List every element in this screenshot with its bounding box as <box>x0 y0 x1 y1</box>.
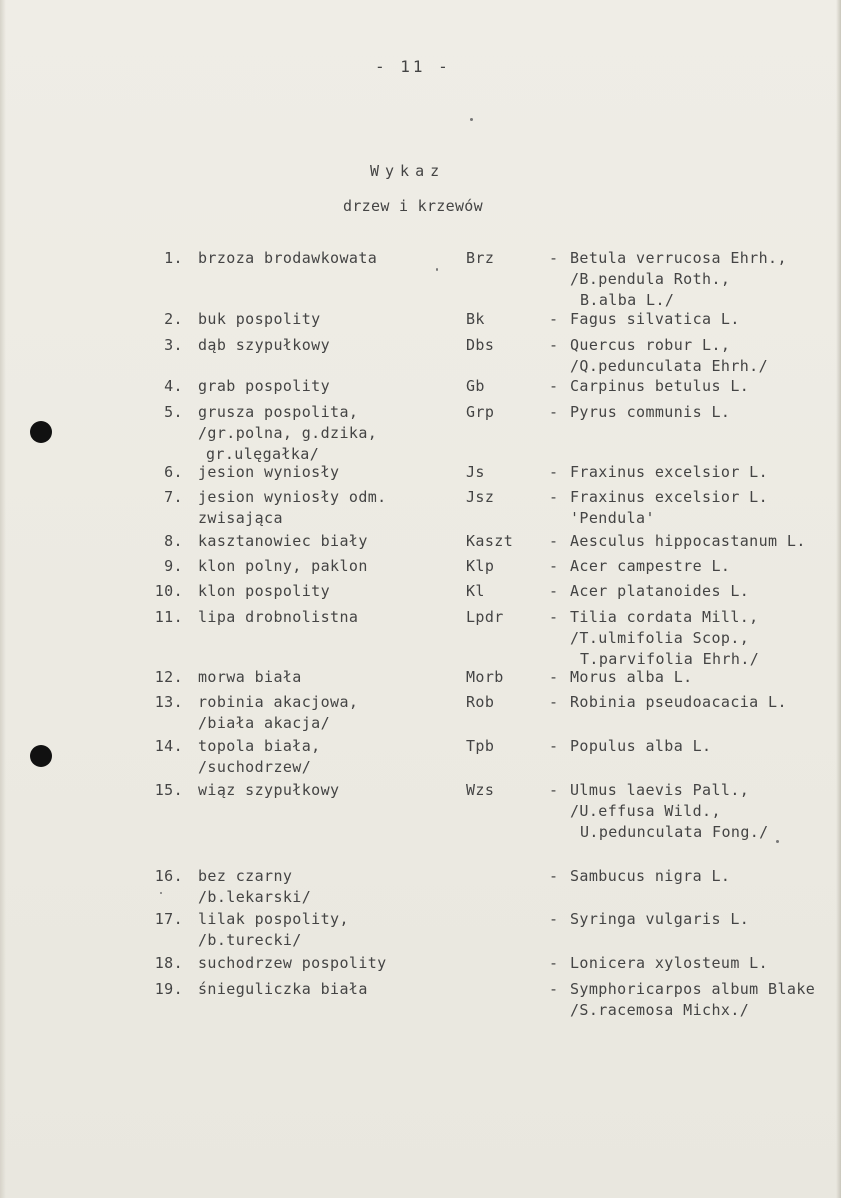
latin-name-line: Betula verrucosa Ehrh., <box>570 249 787 267</box>
ink-speck <box>776 840 779 843</box>
entry-number: 11. <box>154 608 183 626</box>
species-code: Bk <box>466 310 485 328</box>
species-code: Klp <box>466 557 495 575</box>
latin-name-line: Quercus robur L., <box>570 336 731 354</box>
polish-name-line: /b.lekarski/ <box>198 888 312 906</box>
latin-name-line: Ulmus laevis Pall., <box>570 781 750 799</box>
polish-name-line: jesion wyniosły odm. <box>198 488 387 506</box>
latin-name-line: Tilia cordata Mill., <box>570 608 759 626</box>
entry-number: 18. <box>154 954 183 972</box>
latin-name-line: /S.racemosa Michx./ <box>570 1001 750 1019</box>
latin-name-line: Syringa vulgaris L. <box>570 910 750 928</box>
entry-number: 6. <box>164 463 183 481</box>
polish-name-line: /suchodrzew/ <box>198 758 312 776</box>
entry-number: 15. <box>154 781 183 799</box>
latin-name-line: Morus alba L. <box>570 668 693 686</box>
dash-separator: - <box>549 668 559 686</box>
latin-name-line: Robinia pseudoacacia L. <box>570 693 787 711</box>
polish-name-line: topola biała, <box>198 737 321 755</box>
polish-name-line: morwa biała <box>198 668 302 686</box>
dash-separator: - <box>549 557 559 575</box>
ink-speck <box>436 268 438 271</box>
latin-name-line: Aesculus hippocastanum L. <box>570 532 806 550</box>
entry-number: 16. <box>154 867 183 885</box>
entry-number: 12. <box>154 668 183 686</box>
ink-speck <box>160 892 162 894</box>
entry-number: 5. <box>164 403 183 421</box>
dash-separator: - <box>549 781 559 799</box>
latin-name-line: U.pedunculata Fong./ <box>580 823 769 841</box>
entry-number: 7. <box>164 488 183 506</box>
entry-number: 19. <box>154 980 183 998</box>
latin-name-line: Acer platanoides L. <box>570 582 750 600</box>
dash-separator: - <box>549 608 559 626</box>
species-code: Kaszt <box>466 532 514 550</box>
dash-separator: - <box>549 249 559 267</box>
species-code: Brz <box>466 249 495 267</box>
document-title: Wykaz <box>370 162 446 180</box>
species-code: Grp <box>466 403 495 421</box>
latin-name-line: Symphoricarpos album Blake <box>570 980 816 998</box>
dash-separator: - <box>549 954 559 972</box>
entry-number: 17. <box>154 910 183 928</box>
punch-hole-bottom <box>30 745 52 767</box>
entry-number: 10. <box>154 582 183 600</box>
latin-name-line: /U.effusa Wild., <box>570 802 721 820</box>
polish-name-line: śnieguliczka biała <box>198 980 368 998</box>
polish-name-line: grab pospolity <box>198 377 331 395</box>
dash-separator: - <box>549 463 559 481</box>
species-code: Rob <box>466 693 495 711</box>
dash-separator: - <box>549 310 559 328</box>
latin-name-line: /T.ulmifolia Scop., <box>570 629 750 647</box>
species-code: Jsz <box>466 488 495 506</box>
entry-number: 1. <box>164 249 183 267</box>
entry-number: 8. <box>164 532 183 550</box>
dash-separator: - <box>549 377 559 395</box>
latin-name-line: Sambucus nigra L. <box>570 867 731 885</box>
ink-speck <box>470 118 473 121</box>
page-number: - 11 - <box>375 57 451 76</box>
dash-separator: - <box>549 910 559 928</box>
latin-name-line: /B.pendula Roth., <box>570 270 731 288</box>
entry-number: 13. <box>154 693 183 711</box>
polish-name-line: bez czarny <box>198 867 293 885</box>
latin-name-line: Fagus silvatica L. <box>570 310 740 328</box>
document-subtitle: drzew i krzewów <box>343 197 483 215</box>
entry-number: 3. <box>164 336 183 354</box>
polish-name-line: buk pospolity <box>198 310 321 328</box>
species-code: Kl <box>466 582 485 600</box>
polish-name-line: suchodrzew pospolity <box>198 954 387 972</box>
polish-name-line: zwisająca <box>198 509 283 527</box>
dash-separator: - <box>549 582 559 600</box>
dash-separator: - <box>549 336 559 354</box>
polish-name-line: wiąz szypułkowy <box>198 781 340 799</box>
species-code: Js <box>466 463 485 481</box>
dash-separator: - <box>549 867 559 885</box>
polish-name-line: kasztanowiec biały <box>198 532 368 550</box>
polish-name-line: lipa drobnolistna <box>198 608 359 626</box>
dash-separator: - <box>549 980 559 998</box>
species-code: Morb <box>466 668 504 686</box>
dash-separator: - <box>549 532 559 550</box>
dash-separator: - <box>549 737 559 755</box>
polish-name-line: /biała akacja/ <box>198 714 331 732</box>
latin-name-line: Populus alba L. <box>570 737 712 755</box>
page-edge-shadow-left <box>0 0 6 1198</box>
polish-name-line: /gr.polna, g.dzika, <box>198 424 378 442</box>
polish-name-line: klon pospolity <box>198 582 331 600</box>
page-edge-shadow-right <box>836 0 841 1198</box>
dash-separator: - <box>549 693 559 711</box>
polish-name-line: dąb szypułkowy <box>198 336 331 354</box>
latin-name-line: /Q.pedunculata Ehrh./ <box>570 357 769 375</box>
entry-number: 2. <box>164 310 183 328</box>
latin-name-line: T.parvifolia Ehrh./ <box>580 650 760 668</box>
latin-name-line: Lonicera xylosteum L. <box>570 954 769 972</box>
latin-name-line: 'Pendula' <box>570 509 655 527</box>
entry-number: 14. <box>154 737 183 755</box>
polish-name-line: lilak pospolity, <box>198 910 349 928</box>
species-code: Tpb <box>466 737 495 755</box>
latin-name-line: Carpinus betulus L. <box>570 377 750 395</box>
species-code: Wzs <box>466 781 495 799</box>
latin-name-line: Fraxinus excelsior L. <box>570 488 769 506</box>
polish-name-line: gr.ulęgałka/ <box>206 445 320 463</box>
polish-name-line: brzoza brodawkowata <box>198 249 378 267</box>
punch-hole-top <box>30 421 52 443</box>
dash-separator: - <box>549 403 559 421</box>
polish-name-line: grusza pospolita, <box>198 403 359 421</box>
latin-name-line: Acer campestre L. <box>570 557 731 575</box>
entry-number: 9. <box>164 557 183 575</box>
species-code: Lpdr <box>466 608 504 626</box>
entry-number: 4. <box>164 377 183 395</box>
dash-separator: - <box>549 488 559 506</box>
polish-name-line: klon polny, paklon <box>198 557 368 575</box>
species-code: Gb <box>466 377 485 395</box>
polish-name-line: robinia akacjowa, <box>198 693 359 711</box>
latin-name-line: Fraxinus excelsior L. <box>570 463 769 481</box>
species-code: Dbs <box>466 336 495 354</box>
latin-name-line: B.alba L./ <box>580 291 675 309</box>
polish-name-line: /b.turecki/ <box>198 931 302 949</box>
polish-name-line: jesion wyniosły <box>198 463 340 481</box>
latin-name-line: Pyrus communis L. <box>570 403 731 421</box>
